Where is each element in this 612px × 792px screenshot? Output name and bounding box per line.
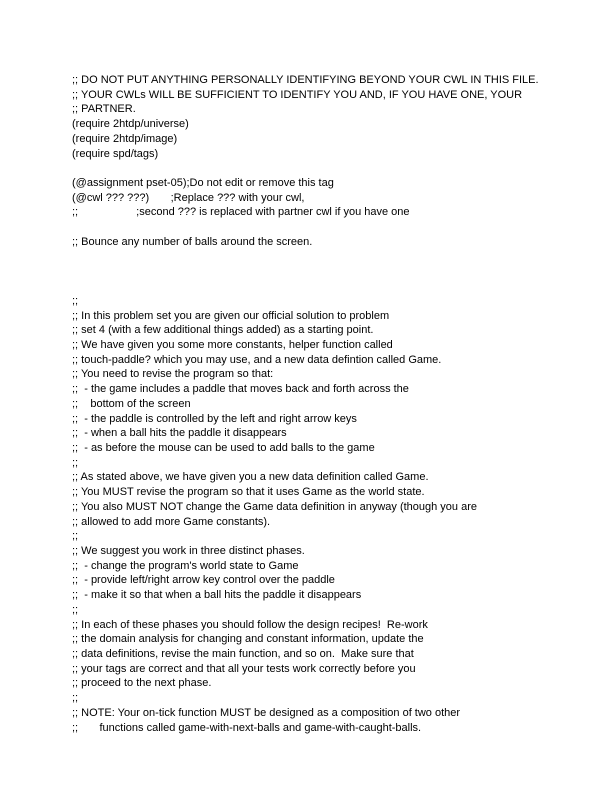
blank-line bbox=[72, 250, 592, 265]
text-line: ;; bbox=[72, 294, 79, 307]
text-line: ;; bbox=[72, 456, 79, 469]
text-line: ;; - as before the mouse can be used to add balls to the game bbox=[72, 441, 375, 454]
text-line: ;; ;second ??? is replaced with partner cwl if you have one bbox=[72, 206, 410, 219]
blank-line bbox=[72, 279, 592, 294]
text-line: ;; YOUR CWLs WILL BE SUFFICIENT TO IDENTIFY YOU AND, IF YOU HAVE ONE, YOUR bbox=[72, 88, 523, 101]
text-line: ;; bottom of the screen bbox=[72, 397, 191, 410]
text-line: ;; bbox=[72, 603, 79, 616]
text-line: (@cwl ??? ???) ;Replace ??? with your cwl, bbox=[72, 191, 305, 204]
text-line: ;; You MUST revise the program so that it uses Game as the world state. bbox=[72, 486, 425, 499]
text-line: ;; touch-paddle? which you may use, and a new data defintion called Game. bbox=[72, 353, 442, 366]
text-line: ;; - provide left/right arrow key control over the paddle bbox=[72, 574, 335, 587]
text-line: ;; Bounce any number of balls around the screen. bbox=[72, 235, 313, 248]
text-line: ;; DO NOT PUT ANYTHING PERSONALLY IDENTIFYING BEYOND YOUR CWL IN THIS FILE. bbox=[72, 74, 539, 86]
text-line: ;; You need to revise the program so that: bbox=[72, 368, 274, 381]
text-line: ;; - when a ball hits the paddle it disappears bbox=[72, 427, 287, 440]
text-line: ;; allowed to add more Game constants). bbox=[72, 515, 271, 528]
text-line: ;; In this problem set you are given our official solution to problem bbox=[72, 309, 390, 322]
text-line: (@assignment pset-05);Do not edit or remove this tag bbox=[72, 177, 334, 190]
text-line: ;; We have given you some more constants, helper function called bbox=[72, 338, 393, 351]
text-line: (require 2htdp/image) bbox=[72, 132, 178, 145]
blank-line bbox=[72, 161, 592, 176]
text-line: ;; NOTE: Your on-tick function MUST be designed as a composition of two other bbox=[72, 706, 461, 719]
text-line: ;; You also MUST NOT change the Game data definition in anyway (though you are bbox=[72, 500, 478, 513]
blank-line bbox=[72, 220, 592, 235]
text-line: ;; PARTNER. bbox=[72, 103, 136, 116]
text-line: ;; functions called game-with-next-balls and game-with-caught-balls. bbox=[72, 721, 422, 734]
text-line: ;; set 4 (with a few additional things added) as a starting point. bbox=[72, 324, 374, 337]
text-line: ;; - make it so that when a ball hits the paddle it disappears bbox=[72, 589, 362, 602]
text-line: ;; bbox=[72, 692, 79, 705]
text-line: ;; We suggest you work in three distinct phases. bbox=[72, 545, 305, 557]
text-line: ;; As stated above, we have given you a new data definition called Game. bbox=[72, 471, 429, 484]
text-line: ;; In each of these phases you should follow the design recipes! Re-work bbox=[72, 618, 428, 631]
text-line: ;; - the paddle is controlled by the left and right arrow keys bbox=[72, 412, 357, 425]
text-line: ;; - change the program's world state to Game bbox=[72, 559, 299, 572]
document-text bbox=[72, 73, 592, 735]
text-line: ;; the domain analysis for changing and constant information, update the bbox=[72, 633, 424, 646]
text-line: (require spd/tags) bbox=[72, 147, 159, 160]
blank-line bbox=[72, 264, 592, 279]
text-line: ;; your tags are correct and that all your tests work correctly before you bbox=[72, 662, 416, 675]
text-line: ;; data definitions, revise the main function, and so on. Make sure that bbox=[72, 648, 414, 661]
text-line: ;; - the game includes a paddle that moves back and forth across the bbox=[72, 383, 409, 396]
text-line: ;; proceed to the next phase. bbox=[72, 677, 212, 690]
text-line: ;; bbox=[72, 530, 79, 543]
text-line: (require 2htdp/universe) bbox=[72, 118, 189, 131]
